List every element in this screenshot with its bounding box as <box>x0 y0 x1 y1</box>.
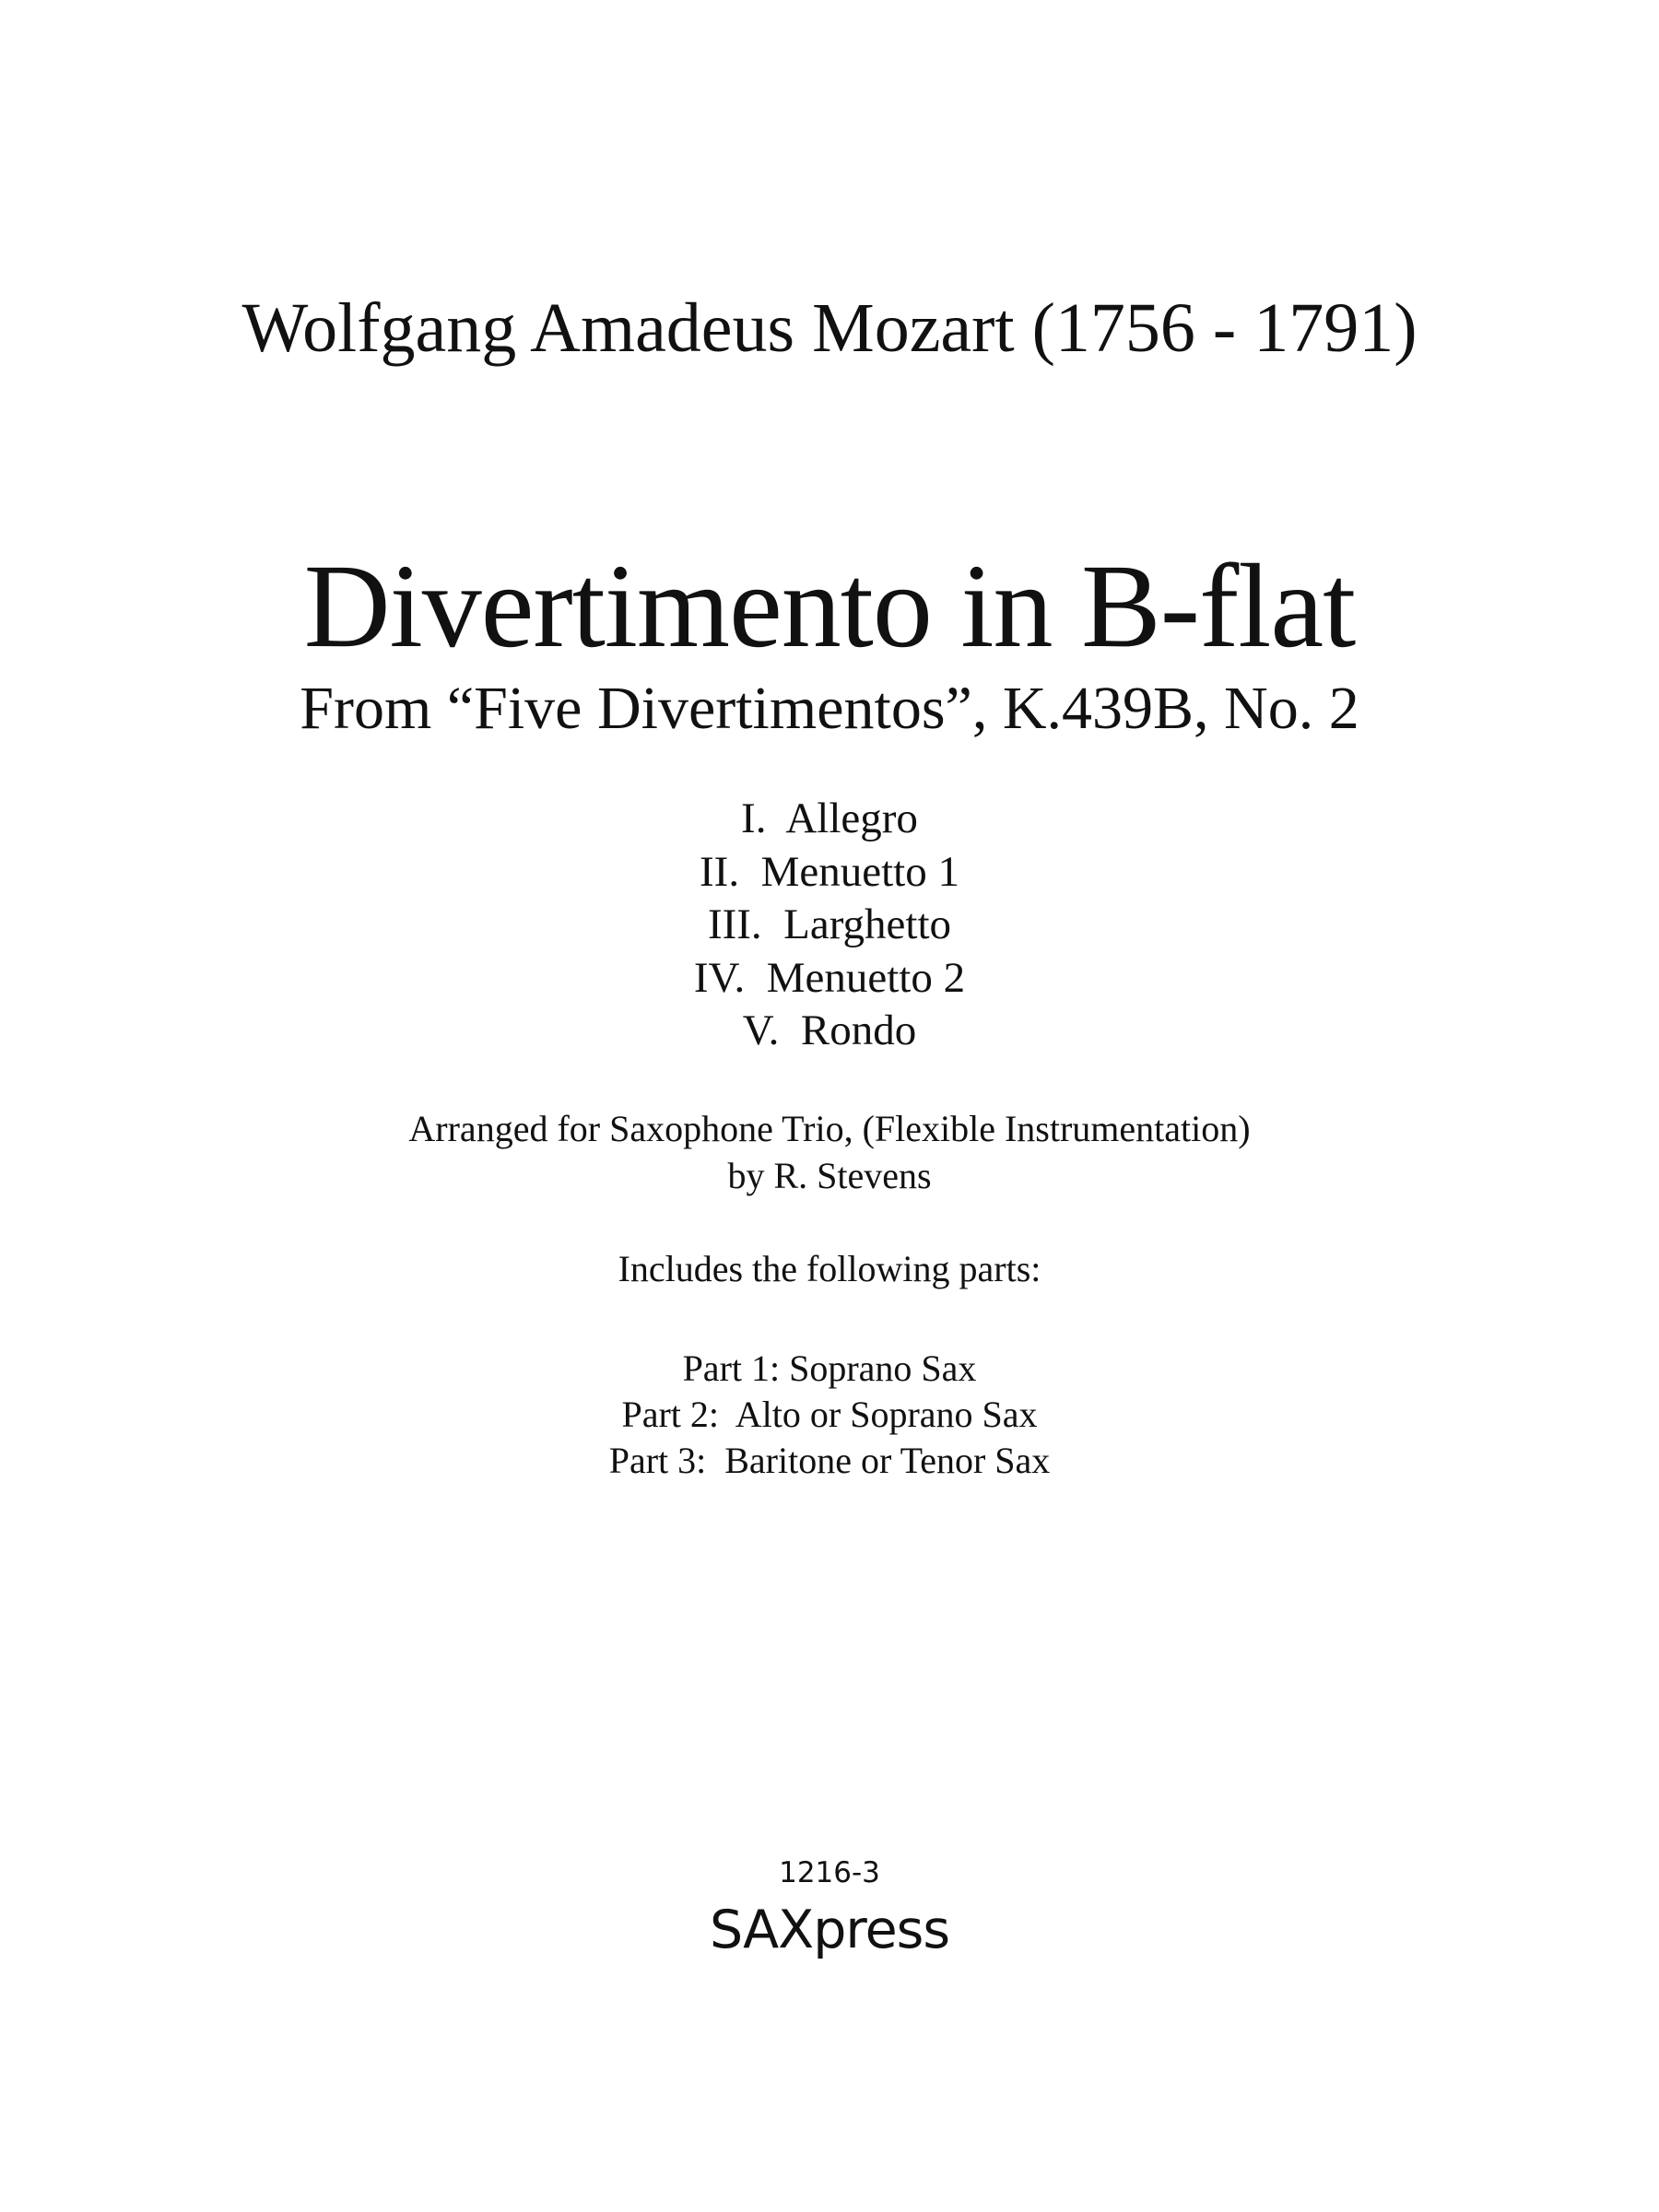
catalog-number: 1216-3 <box>779 1856 880 1889</box>
movement-list <box>0 793 1659 1058</box>
arranger-credit: by R. Stevens <box>727 1155 932 1196</box>
movement-item: I. Allegro <box>741 794 918 842</box>
parts-heading: Includes the following parts: <box>618 1248 1041 1289</box>
publisher-name: SAXpress <box>709 1900 950 1960</box>
part-item: Part 2: Alto or Soprano Sax <box>621 1394 1038 1435</box>
movement-item: III. Larghetto <box>707 900 952 948</box>
subtitle: From “Five Divertimentos”, K.439B, No. 2 <box>300 675 1359 742</box>
part-item: Part 3: Baritone or Tenor Sax <box>608 1440 1051 1481</box>
parts-list <box>0 1346 1659 1484</box>
movement-item: IV. Menuetto 2 <box>693 953 966 1002</box>
page-title: Divertimento in B-flat <box>303 540 1356 673</box>
movement-item: V. Rondo <box>742 1006 917 1054</box>
part-item: Part 1: Soprano Sax <box>682 1347 977 1389</box>
arrangement-note: Arranged for Saxophone Trio, (Flexible Instrumentation) <box>408 1108 1251 1149</box>
composer-heading: Wolfgang Amadeus Mozart (1756 - 1791) <box>241 289 1418 367</box>
movement-item: II. Menuetto 1 <box>700 847 959 896</box>
